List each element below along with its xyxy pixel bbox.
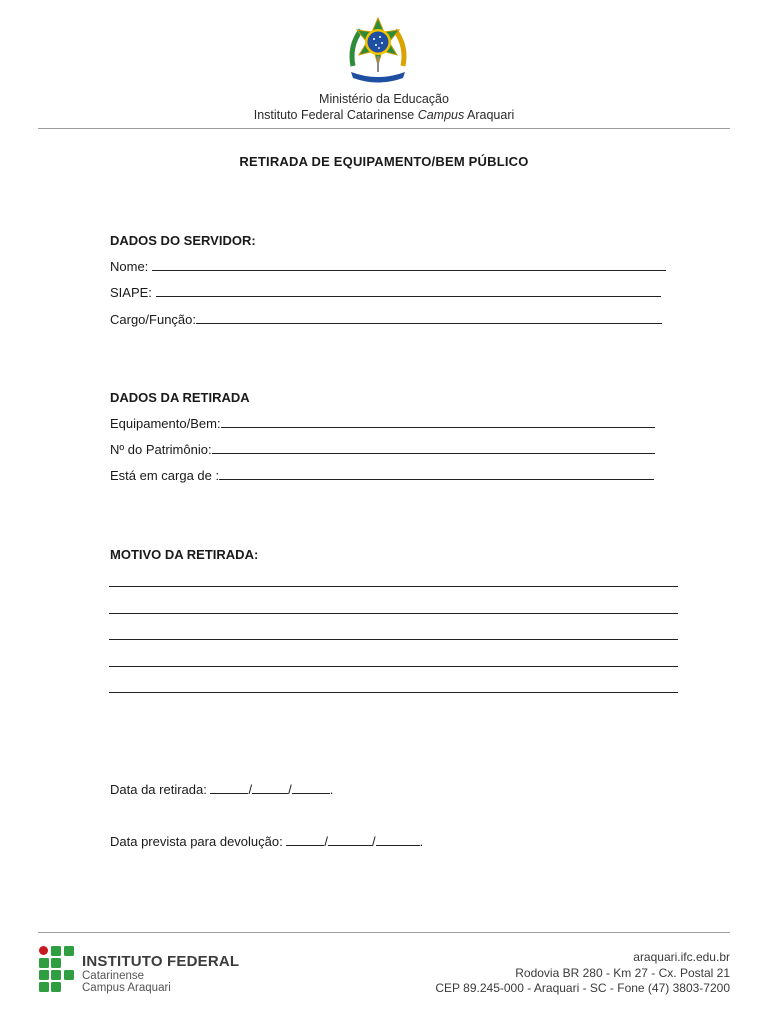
footer-sub-catarinense: Catarinense (82, 970, 145, 982)
cargo-blank[interactable] (196, 312, 662, 324)
cargo-label: Cargo/Função: (110, 312, 196, 327)
institute-name: Instituto Federal Catarinense Campus Araquari (253, 108, 515, 122)
footer-sub-campus: Campus Araquari (82, 982, 171, 994)
section-heading-retirada: DADOS DA RETIRADA (110, 390, 250, 405)
date-separator: / (248, 782, 253, 797)
day-blank[interactable] (286, 834, 324, 846)
header-divider (38, 128, 730, 129)
date-separator: / (324, 834, 328, 849)
equipamento-label: Equipamento/Bem: (110, 416, 221, 431)
motivo-line[interactable] (109, 613, 678, 614)
footer-address: Rodovia BR 280 - Km 27 - Cx. Postal 21 (515, 966, 730, 980)
date-end: . (329, 782, 334, 797)
year-blank[interactable] (376, 834, 420, 846)
patrimonio-blank[interactable] (212, 442, 655, 454)
carga-blank[interactable] (219, 468, 654, 480)
cargo-field[interactable] (110, 312, 662, 327)
year-blank[interactable] (292, 782, 330, 794)
date-end: . (419, 834, 424, 849)
if-logo-icon (39, 946, 75, 992)
patrimonio-field[interactable] (110, 442, 655, 457)
brazil-coat-of-arms-icon (345, 16, 411, 86)
siape-blank[interactable] (156, 285, 661, 297)
footer-institute-name: INSTITUTO FEDERAL (82, 953, 240, 970)
form-title: RETIRADA DE EQUIPAMENTO/BEM PÚBLICO (239, 154, 529, 169)
date-separator: / (371, 834, 376, 849)
month-blank[interactable] (252, 782, 288, 794)
motivo-line[interactable] (109, 692, 678, 693)
motivo-line[interactable] (109, 639, 678, 640)
section-heading-motivo: MOTIVO DA RETIRADA: (110, 547, 259, 562)
equipamento-blank[interactable] (221, 416, 655, 428)
data-devolucao-label: Data prevista para devolução: (110, 834, 287, 849)
ministry-name: Ministério da Educação (319, 92, 449, 106)
month-blank[interactable] (328, 834, 372, 846)
motivo-line[interactable] (109, 666, 678, 667)
day-blank[interactable] (210, 782, 248, 794)
siape-field[interactable] (110, 285, 661, 300)
carga-field[interactable] (110, 468, 654, 483)
carga-label: Está em carga de : (110, 468, 220, 483)
patrimonio-label: Nº do Patrimônio: (110, 442, 212, 457)
footer-divider (38, 932, 730, 933)
data-retirada-field[interactable] (110, 782, 333, 797)
nome-label: Nome: (110, 259, 152, 274)
footer-website: araquari.ifc.edu.br (633, 950, 730, 964)
data-retirada-label: Data da retirada: (110, 782, 211, 797)
footer-contact: CEP 89.245-000 - Araquari - SC - Fone (47) 3803-7200 (435, 981, 730, 995)
data-devolucao-field[interactable] (110, 834, 423, 849)
motivo-line[interactable] (109, 586, 678, 587)
nome-field[interactable] (110, 259, 666, 274)
section-heading-servidor: DADOS DO SERVIDOR: (110, 233, 256, 248)
date-separator: / (288, 782, 292, 797)
equipamento-field[interactable] (110, 416, 655, 431)
nome-blank[interactable] (152, 259, 666, 271)
siape-label: SIAPE: (110, 285, 156, 300)
